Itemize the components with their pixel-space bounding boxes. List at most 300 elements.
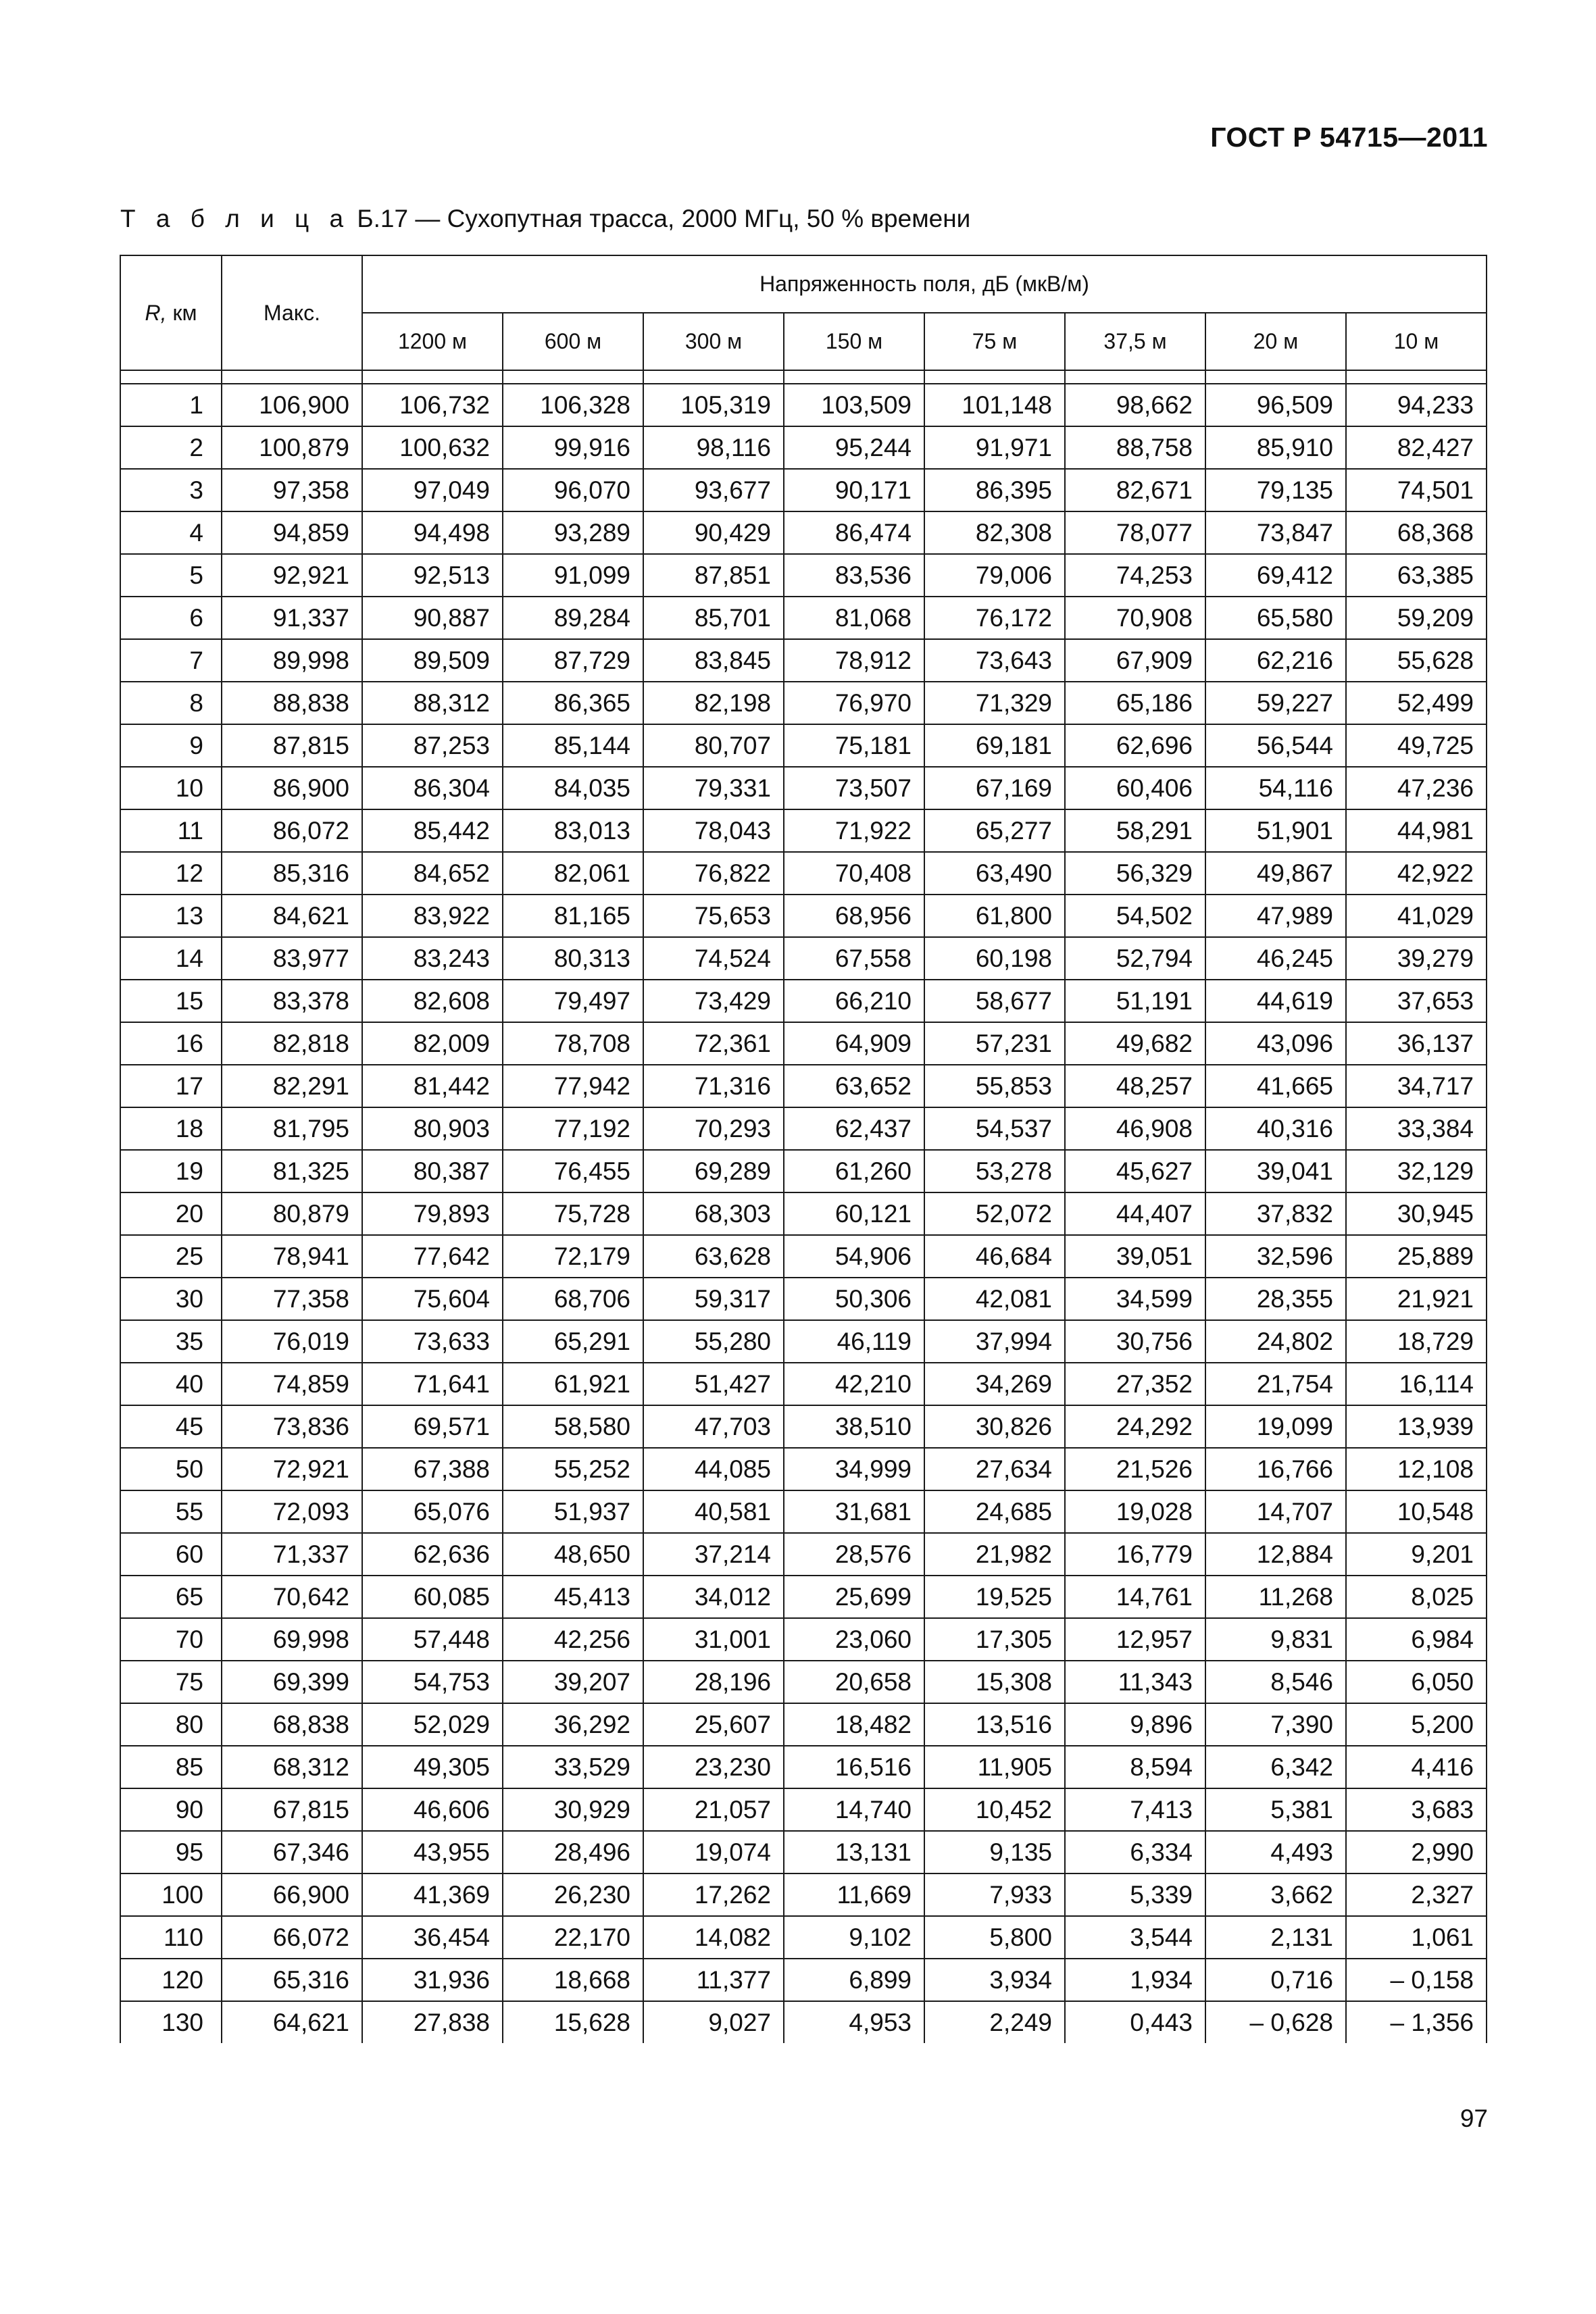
value-cell: 34,599 xyxy=(1065,1278,1205,1320)
value-cell: 65,076 xyxy=(362,1490,503,1533)
value-cell: 52,072 xyxy=(924,1192,1065,1235)
value-cell: 40,316 xyxy=(1205,1107,1346,1150)
value-cell: 32,129 xyxy=(1346,1150,1487,1192)
value-cell: 8,546 xyxy=(1205,1661,1346,1703)
value-cell: 40,581 xyxy=(643,1490,784,1533)
value-cell: 12,884 xyxy=(1205,1533,1346,1576)
table-row xyxy=(120,682,1487,724)
value-cell: 97,049 xyxy=(362,469,503,511)
value-cell: 91,337 xyxy=(222,597,362,639)
value-cell: 79,135 xyxy=(1205,469,1346,511)
value-cell: 27,634 xyxy=(924,1448,1065,1490)
value-cell: 90,429 xyxy=(643,511,784,554)
value-cell: 54,753 xyxy=(362,1661,503,1703)
table-caption xyxy=(120,205,970,233)
value-cell: 9,201 xyxy=(1346,1533,1487,1576)
value-cell: 49,305 xyxy=(362,1746,503,1788)
value-cell: 5,800 xyxy=(924,1916,1065,1959)
value-cell: 37,214 xyxy=(643,1533,784,1576)
value-cell: 11,268 xyxy=(1205,1576,1346,1618)
value-cell: 106,328 xyxy=(503,384,643,426)
value-cell: – 0,158 xyxy=(1346,1959,1487,2001)
caption-text: Сухопутная трасса, 2000 МГц, 50 % времени xyxy=(447,205,971,232)
value-cell: 54,906 xyxy=(784,1235,924,1278)
value-cell: 11,343 xyxy=(1065,1661,1205,1703)
value-cell: 2,990 xyxy=(1346,1831,1487,1873)
value-cell: 49,682 xyxy=(1065,1022,1205,1065)
value-cell: 85,701 xyxy=(643,597,784,639)
value-cell: 75,604 xyxy=(362,1278,503,1320)
value-cell: 10,548 xyxy=(1346,1490,1487,1533)
value-cell: 51,937 xyxy=(503,1490,643,1533)
table-row xyxy=(120,724,1487,767)
value-cell: 19,525 xyxy=(924,1576,1065,1618)
value-cell: 86,304 xyxy=(362,767,503,809)
value-cell: 60,121 xyxy=(784,1192,924,1235)
value-cell: 76,822 xyxy=(643,852,784,895)
value-cell: 77,942 xyxy=(503,1065,643,1107)
table-row xyxy=(120,1235,1487,1278)
value-cell: 72,361 xyxy=(643,1022,784,1065)
value-cell: 77,642 xyxy=(362,1235,503,1278)
value-cell: 31,936 xyxy=(362,1959,503,2001)
table-row xyxy=(120,1703,1487,1746)
value-cell: 72,179 xyxy=(503,1235,643,1278)
value-cell: 51,901 xyxy=(1205,809,1346,852)
table-row xyxy=(120,1746,1487,1788)
value-cell: 17,262 xyxy=(643,1873,784,1916)
column-header-max: Макс. xyxy=(222,255,362,370)
value-cell: 66,900 xyxy=(222,1873,362,1916)
value-cell: 2,249 xyxy=(924,2001,1065,2043)
value-cell: 74,859 xyxy=(222,1363,362,1405)
value-cell: 7,390 xyxy=(1205,1703,1346,1746)
value-cell: 81,165 xyxy=(503,895,643,937)
table-row xyxy=(120,1959,1487,2001)
value-cell: 22,170 xyxy=(503,1916,643,1959)
value-cell: 52,794 xyxy=(1065,937,1205,980)
table-row xyxy=(120,1788,1487,1831)
column-header-height: 300 м xyxy=(643,313,784,370)
value-cell: 61,260 xyxy=(784,1150,924,1192)
value-cell: 3,934 xyxy=(924,1959,1065,2001)
value-cell: 86,395 xyxy=(924,469,1065,511)
value-cell: 68,303 xyxy=(643,1192,784,1235)
spacer-row xyxy=(120,370,1487,384)
value-cell: 73,633 xyxy=(362,1320,503,1363)
value-cell: 87,851 xyxy=(643,554,784,597)
value-cell: 33,529 xyxy=(503,1746,643,1788)
value-cell: 88,758 xyxy=(1065,426,1205,469)
value-cell: 41,029 xyxy=(1346,895,1487,937)
value-cell: 106,900 xyxy=(222,384,362,426)
value-cell: 55,628 xyxy=(1346,639,1487,682)
value-cell: 89,998 xyxy=(222,639,362,682)
value-cell: 71,329 xyxy=(924,682,1065,724)
table-row xyxy=(120,1107,1487,1150)
value-cell: 51,191 xyxy=(1065,980,1205,1022)
value-cell: 62,696 xyxy=(1065,724,1205,767)
distance-cell: 100 xyxy=(120,1873,222,1916)
distance-cell: 17 xyxy=(120,1065,222,1107)
table-row xyxy=(120,895,1487,937)
value-cell: 63,652 xyxy=(784,1065,924,1107)
table-row xyxy=(120,767,1487,809)
value-cell: 81,795 xyxy=(222,1107,362,1150)
table-row xyxy=(120,1405,1487,1448)
value-cell: 28,576 xyxy=(784,1533,924,1576)
value-cell: 58,677 xyxy=(924,980,1065,1022)
column-header-distance xyxy=(120,255,222,370)
value-cell: 39,279 xyxy=(1346,937,1487,980)
value-cell: 6,342 xyxy=(1205,1746,1346,1788)
value-cell: 105,319 xyxy=(643,384,784,426)
value-cell: 12,957 xyxy=(1065,1618,1205,1661)
table-row xyxy=(120,1533,1487,1576)
value-cell: 78,043 xyxy=(643,809,784,852)
value-cell: 48,650 xyxy=(503,1533,643,1576)
value-cell: 54,116 xyxy=(1205,767,1346,809)
distance-cell: 65 xyxy=(120,1576,222,1618)
value-cell: 95,244 xyxy=(784,426,924,469)
table-row xyxy=(120,1320,1487,1363)
value-cell: 74,501 xyxy=(1346,469,1487,511)
value-cell: 89,284 xyxy=(503,597,643,639)
value-cell: 71,641 xyxy=(362,1363,503,1405)
value-cell: 24,685 xyxy=(924,1490,1065,1533)
value-cell: 67,909 xyxy=(1065,639,1205,682)
document-standard-header: ГОСТ Р 54715—2011 xyxy=(1210,122,1488,153)
value-cell: 86,474 xyxy=(784,511,924,554)
value-cell: 68,312 xyxy=(222,1746,362,1788)
value-cell: 82,818 xyxy=(222,1022,362,1065)
value-cell: 15,628 xyxy=(503,2001,643,2043)
table-row xyxy=(120,852,1487,895)
distance-cell: 120 xyxy=(120,1959,222,2001)
column-header-distance-symbol: R, xyxy=(145,300,167,325)
value-cell: 58,580 xyxy=(503,1405,643,1448)
value-cell: 76,455 xyxy=(503,1150,643,1192)
value-cell: 46,606 xyxy=(362,1788,503,1831)
value-cell: 66,210 xyxy=(784,980,924,1022)
value-cell: 96,070 xyxy=(503,469,643,511)
value-cell: 69,289 xyxy=(643,1150,784,1192)
value-cell: 48,257 xyxy=(1065,1065,1205,1107)
value-cell: 21,526 xyxy=(1065,1448,1205,1490)
value-cell: 72,093 xyxy=(222,1490,362,1533)
value-cell: 31,681 xyxy=(784,1490,924,1533)
value-cell: 37,653 xyxy=(1346,980,1487,1022)
value-cell: 70,908 xyxy=(1065,597,1205,639)
table-row xyxy=(120,597,1487,639)
value-cell: 16,516 xyxy=(784,1746,924,1788)
value-cell: 70,293 xyxy=(643,1107,784,1150)
value-cell: 41,665 xyxy=(1205,1065,1346,1107)
distance-cell: 19 xyxy=(120,1150,222,1192)
value-cell: 71,922 xyxy=(784,809,924,852)
value-cell: 6,899 xyxy=(784,1959,924,2001)
value-cell: 55,280 xyxy=(643,1320,784,1363)
distance-cell: 16 xyxy=(120,1022,222,1065)
value-cell: 11,905 xyxy=(924,1746,1065,1788)
column-header-height: 1200 м xyxy=(362,313,503,370)
distance-cell: 55 xyxy=(120,1490,222,1533)
value-cell: 14,707 xyxy=(1205,1490,1346,1533)
value-cell: 8,025 xyxy=(1346,1576,1487,1618)
distance-cell: 90 xyxy=(120,1788,222,1831)
value-cell: 78,708 xyxy=(503,1022,643,1065)
value-cell: 69,181 xyxy=(924,724,1065,767)
value-cell: 9,896 xyxy=(1065,1703,1205,1746)
value-cell: 77,358 xyxy=(222,1278,362,1320)
distance-cell: 40 xyxy=(120,1363,222,1405)
value-cell: 86,900 xyxy=(222,767,362,809)
value-cell: 86,365 xyxy=(503,682,643,724)
value-cell: 56,544 xyxy=(1205,724,1346,767)
value-cell: 81,325 xyxy=(222,1150,362,1192)
value-cell: 59,227 xyxy=(1205,682,1346,724)
value-cell: 76,019 xyxy=(222,1320,362,1363)
value-cell: 4,416 xyxy=(1346,1746,1487,1788)
value-cell: 99,916 xyxy=(503,426,643,469)
value-cell: 83,013 xyxy=(503,809,643,852)
value-cell: 38,510 xyxy=(784,1405,924,1448)
value-cell: 80,903 xyxy=(362,1107,503,1150)
value-cell: 51,427 xyxy=(643,1363,784,1405)
value-cell: 79,893 xyxy=(362,1192,503,1235)
value-cell: 70,642 xyxy=(222,1576,362,1618)
table-row xyxy=(120,1661,1487,1703)
value-cell: 21,057 xyxy=(643,1788,784,1831)
value-cell: 7,933 xyxy=(924,1873,1065,1916)
distance-cell: 8 xyxy=(120,682,222,724)
value-cell: 23,230 xyxy=(643,1746,784,1788)
value-cell: 80,387 xyxy=(362,1150,503,1192)
distance-cell: 4 xyxy=(120,511,222,554)
value-cell: 97,358 xyxy=(222,469,362,511)
value-cell: 65,277 xyxy=(924,809,1065,852)
value-cell: 52,029 xyxy=(362,1703,503,1746)
value-cell: 34,999 xyxy=(784,1448,924,1490)
value-cell: 30,929 xyxy=(503,1788,643,1831)
value-cell: 85,910 xyxy=(1205,426,1346,469)
distance-cell: 18 xyxy=(120,1107,222,1150)
column-header-height: 10 м xyxy=(1346,313,1487,370)
value-cell: 62,437 xyxy=(784,1107,924,1150)
value-cell: 46,684 xyxy=(924,1235,1065,1278)
value-cell: 28,496 xyxy=(503,1831,643,1873)
value-cell: 34,717 xyxy=(1346,1065,1487,1107)
value-cell: 19,099 xyxy=(1205,1405,1346,1448)
value-cell: 87,815 xyxy=(222,724,362,767)
value-cell: 39,041 xyxy=(1205,1150,1346,1192)
column-header-height: 20 м xyxy=(1205,313,1346,370)
value-cell: 71,316 xyxy=(643,1065,784,1107)
value-cell: 73,847 xyxy=(1205,511,1346,554)
value-cell: 7,413 xyxy=(1065,1788,1205,1831)
value-cell: 36,137 xyxy=(1346,1022,1487,1065)
value-cell: 9,135 xyxy=(924,1831,1065,1873)
value-cell: 3,662 xyxy=(1205,1873,1346,1916)
value-cell: 9,831 xyxy=(1205,1618,1346,1661)
value-cell: 47,989 xyxy=(1205,895,1346,937)
table-row xyxy=(120,384,1487,426)
value-cell: 75,181 xyxy=(784,724,924,767)
value-cell: 32,596 xyxy=(1205,1235,1346,1278)
value-cell: 0,443 xyxy=(1065,2001,1205,2043)
value-cell: 18,729 xyxy=(1346,1320,1487,1363)
value-cell: 28,355 xyxy=(1205,1278,1346,1320)
value-cell: 67,346 xyxy=(222,1831,362,1873)
value-cell: 25,607 xyxy=(643,1703,784,1746)
value-cell: 75,728 xyxy=(503,1192,643,1235)
column-header-height: 37,5 м xyxy=(1065,313,1205,370)
distance-cell: 5 xyxy=(120,554,222,597)
value-cell: 44,619 xyxy=(1205,980,1346,1022)
value-cell: 90,171 xyxy=(784,469,924,511)
table-row xyxy=(120,1022,1487,1065)
distance-cell: 3 xyxy=(120,469,222,511)
value-cell: 86,072 xyxy=(222,809,362,852)
table-row xyxy=(120,1192,1487,1235)
value-cell: 106,732 xyxy=(362,384,503,426)
value-cell: 46,908 xyxy=(1065,1107,1205,1150)
value-cell: 6,984 xyxy=(1346,1618,1487,1661)
value-cell: 89,509 xyxy=(362,639,503,682)
table-row xyxy=(120,1576,1487,1618)
value-cell: 1,934 xyxy=(1065,1959,1205,2001)
value-cell: 14,761 xyxy=(1065,1576,1205,1618)
table-row xyxy=(120,1363,1487,1405)
value-cell: 67,815 xyxy=(222,1788,362,1831)
table-row xyxy=(120,809,1487,852)
value-cell: 91,099 xyxy=(503,554,643,597)
distance-cell: 95 xyxy=(120,1831,222,1873)
value-cell: 26,230 xyxy=(503,1873,643,1916)
value-cell: 56,329 xyxy=(1065,852,1205,895)
value-cell: 72,921 xyxy=(222,1448,362,1490)
value-cell: 85,144 xyxy=(503,724,643,767)
value-cell: 60,406 xyxy=(1065,767,1205,809)
value-cell: 42,210 xyxy=(784,1363,924,1405)
value-cell: 74,253 xyxy=(1065,554,1205,597)
column-header-height: 150 м xyxy=(784,313,924,370)
value-cell: 91,971 xyxy=(924,426,1065,469)
value-cell: 28,196 xyxy=(643,1661,784,1703)
value-cell: 62,216 xyxy=(1205,639,1346,682)
value-cell: 15,308 xyxy=(924,1661,1065,1703)
value-cell: 42,256 xyxy=(503,1618,643,1661)
distance-cell: 6 xyxy=(120,597,222,639)
value-cell: 82,198 xyxy=(643,682,784,724)
value-cell: 54,537 xyxy=(924,1107,1065,1150)
value-cell: 4,493 xyxy=(1205,1831,1346,1873)
value-cell: 87,253 xyxy=(362,724,503,767)
distance-cell: 14 xyxy=(120,937,222,980)
value-cell: 65,316 xyxy=(222,1959,362,2001)
table-row xyxy=(120,1065,1487,1107)
value-cell: 76,970 xyxy=(784,682,924,724)
value-cell: 60,198 xyxy=(924,937,1065,980)
value-cell: 69,571 xyxy=(362,1405,503,1448)
value-cell: 80,879 xyxy=(222,1192,362,1235)
distance-cell: 2 xyxy=(120,426,222,469)
value-cell: 68,706 xyxy=(503,1278,643,1320)
value-cell: 13,516 xyxy=(924,1703,1065,1746)
value-cell: 57,448 xyxy=(362,1618,503,1661)
value-cell: 76,172 xyxy=(924,597,1065,639)
value-cell: 6,050 xyxy=(1346,1661,1487,1703)
value-cell: 61,800 xyxy=(924,895,1065,937)
value-cell: 43,955 xyxy=(362,1831,503,1873)
value-cell: 88,838 xyxy=(222,682,362,724)
value-cell: 5,339 xyxy=(1065,1873,1205,1916)
value-cell: 11,669 xyxy=(784,1873,924,1916)
value-cell: 78,912 xyxy=(784,639,924,682)
value-cell: 96,509 xyxy=(1205,384,1346,426)
value-cell: 62,636 xyxy=(362,1533,503,1576)
table-row xyxy=(120,1831,1487,1873)
value-cell: 30,756 xyxy=(1065,1320,1205,1363)
value-cell: 30,945 xyxy=(1346,1192,1487,1235)
value-cell: 44,981 xyxy=(1346,809,1487,852)
distance-cell: 13 xyxy=(120,895,222,937)
value-cell: 42,081 xyxy=(924,1278,1065,1320)
value-cell: 93,677 xyxy=(643,469,784,511)
table-body xyxy=(120,370,1487,2043)
distance-cell: 11 xyxy=(120,809,222,852)
value-cell: 75,653 xyxy=(643,895,784,937)
value-cell: 101,148 xyxy=(924,384,1065,426)
distance-cell: 35 xyxy=(120,1320,222,1363)
value-cell: 21,754 xyxy=(1205,1363,1346,1405)
distance-cell: 10 xyxy=(120,767,222,809)
value-cell: 84,035 xyxy=(503,767,643,809)
value-cell: 60,085 xyxy=(362,1576,503,1618)
value-cell: 98,116 xyxy=(643,426,784,469)
distance-cell: 9 xyxy=(120,724,222,767)
value-cell: 73,429 xyxy=(643,980,784,1022)
distance-cell: 85 xyxy=(120,1746,222,1788)
distance-cell: 7 xyxy=(120,639,222,682)
value-cell: 64,909 xyxy=(784,1022,924,1065)
value-cell: 33,384 xyxy=(1346,1107,1487,1150)
value-cell: 19,074 xyxy=(643,1831,784,1873)
value-cell: 82,009 xyxy=(362,1022,503,1065)
value-cell: 93,289 xyxy=(503,511,643,554)
table-row xyxy=(120,1916,1487,1959)
value-cell: 83,243 xyxy=(362,937,503,980)
value-cell: 20,658 xyxy=(784,1661,924,1703)
value-cell: 74,524 xyxy=(643,937,784,980)
value-cell: 41,369 xyxy=(362,1873,503,1916)
value-cell: 83,845 xyxy=(643,639,784,682)
value-cell: 3,544 xyxy=(1065,1916,1205,1959)
value-cell: 94,859 xyxy=(222,511,362,554)
value-cell: 27,838 xyxy=(362,2001,503,2043)
value-cell: 63,628 xyxy=(643,1235,784,1278)
distance-cell: 45 xyxy=(120,1405,222,1448)
value-cell: 53,278 xyxy=(924,1150,1065,1192)
value-cell: 82,671 xyxy=(1065,469,1205,511)
value-cell: 9,102 xyxy=(784,1916,924,1959)
value-cell: 84,621 xyxy=(222,895,362,937)
distance-cell: 15 xyxy=(120,980,222,1022)
value-cell: 17,305 xyxy=(924,1618,1065,1661)
table-row xyxy=(120,2001,1487,2043)
table-row xyxy=(120,639,1487,682)
value-cell: 34,012 xyxy=(643,1576,784,1618)
